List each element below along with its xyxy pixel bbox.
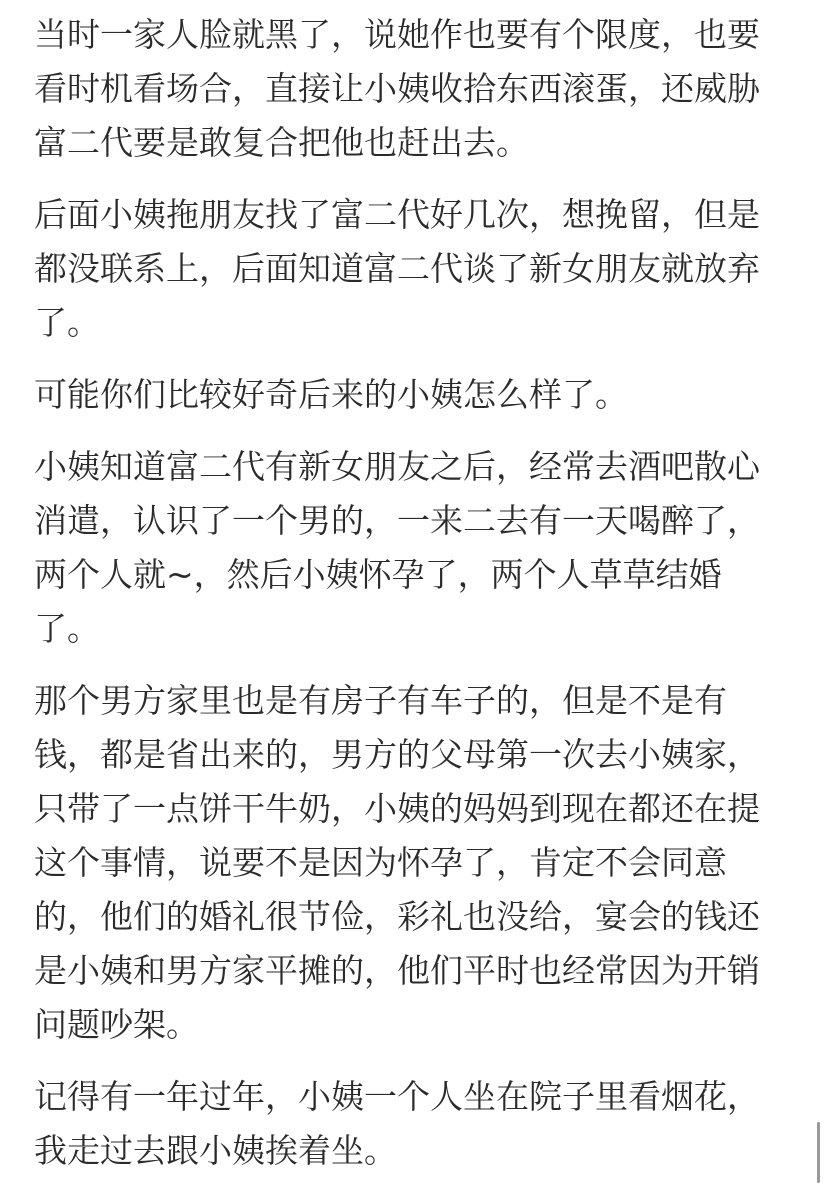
text-line: 的，他们的婚礼很节俭，彩礼也没给，宴会的钱还 (34, 897, 760, 936)
paragraph-4 (34, 440, 804, 656)
text-line: 只带了一点饼干牛奶，小姨的妈妈到现在都还在提 (34, 789, 760, 828)
text-line: 问题吵架。 (34, 1005, 199, 1044)
text-line: 钱，都是省出来的，男方的父母第一次去小姨家， (34, 735, 760, 774)
text-line: 后面小姨拖朋友找了富二代好几次，想挽留，但是 (34, 195, 760, 234)
scrollbar[interactable] (817, 1122, 820, 1183)
paragraph-5 (34, 674, 804, 1052)
text-line: 这个事情，说要不是因为怀孕了，肯定不会同意 (34, 843, 727, 882)
text-line: 看时机看场合，直接让小姨收拾东西滚蛋，还威胁 (34, 69, 760, 108)
text-line: 记得有一年过年，小姨一个人坐在院子里看烟花， (34, 1077, 760, 1116)
text-line: 我走过去跟小姨挨着坐。 (34, 1131, 397, 1170)
text-line: 都没联系上，后面知道富二代谈了新女朋友就放弃 (34, 249, 760, 288)
text-line: 小姨知道富二代有新女朋友之后，经常去酒吧散心 (34, 447, 760, 486)
paragraph-3 (34, 368, 804, 422)
text-line: 可能你们比较好奇后来的小姨怎么样了。 (34, 375, 628, 414)
text-line: 消遣，认识了一个男的，一来二去有一天喝醉了， (34, 501, 760, 540)
text-line: 当时一家人脸就黑了，说她作也要有个限度，也要 (34, 15, 760, 54)
text-line: 了。 (34, 609, 100, 648)
paragraph-2 (34, 188, 804, 350)
text-line: 两个人就~，然后小姨怀孕了，两个人草草结婚 (34, 555, 722, 594)
text-line: 富二代要是敢复合把他也赶出去。 (34, 123, 529, 162)
text-line: 是小姨和男方家平摊的，他们平时也经常因为开销 (34, 951, 760, 990)
paragraph-1 (34, 8, 804, 170)
text-line: 那个男方家里也是有房子有车子的，但是不是有 (34, 681, 727, 720)
paragraph-6 (34, 1070, 804, 1178)
text-line: 了。 (34, 303, 100, 342)
article-body (34, 8, 804, 1196)
